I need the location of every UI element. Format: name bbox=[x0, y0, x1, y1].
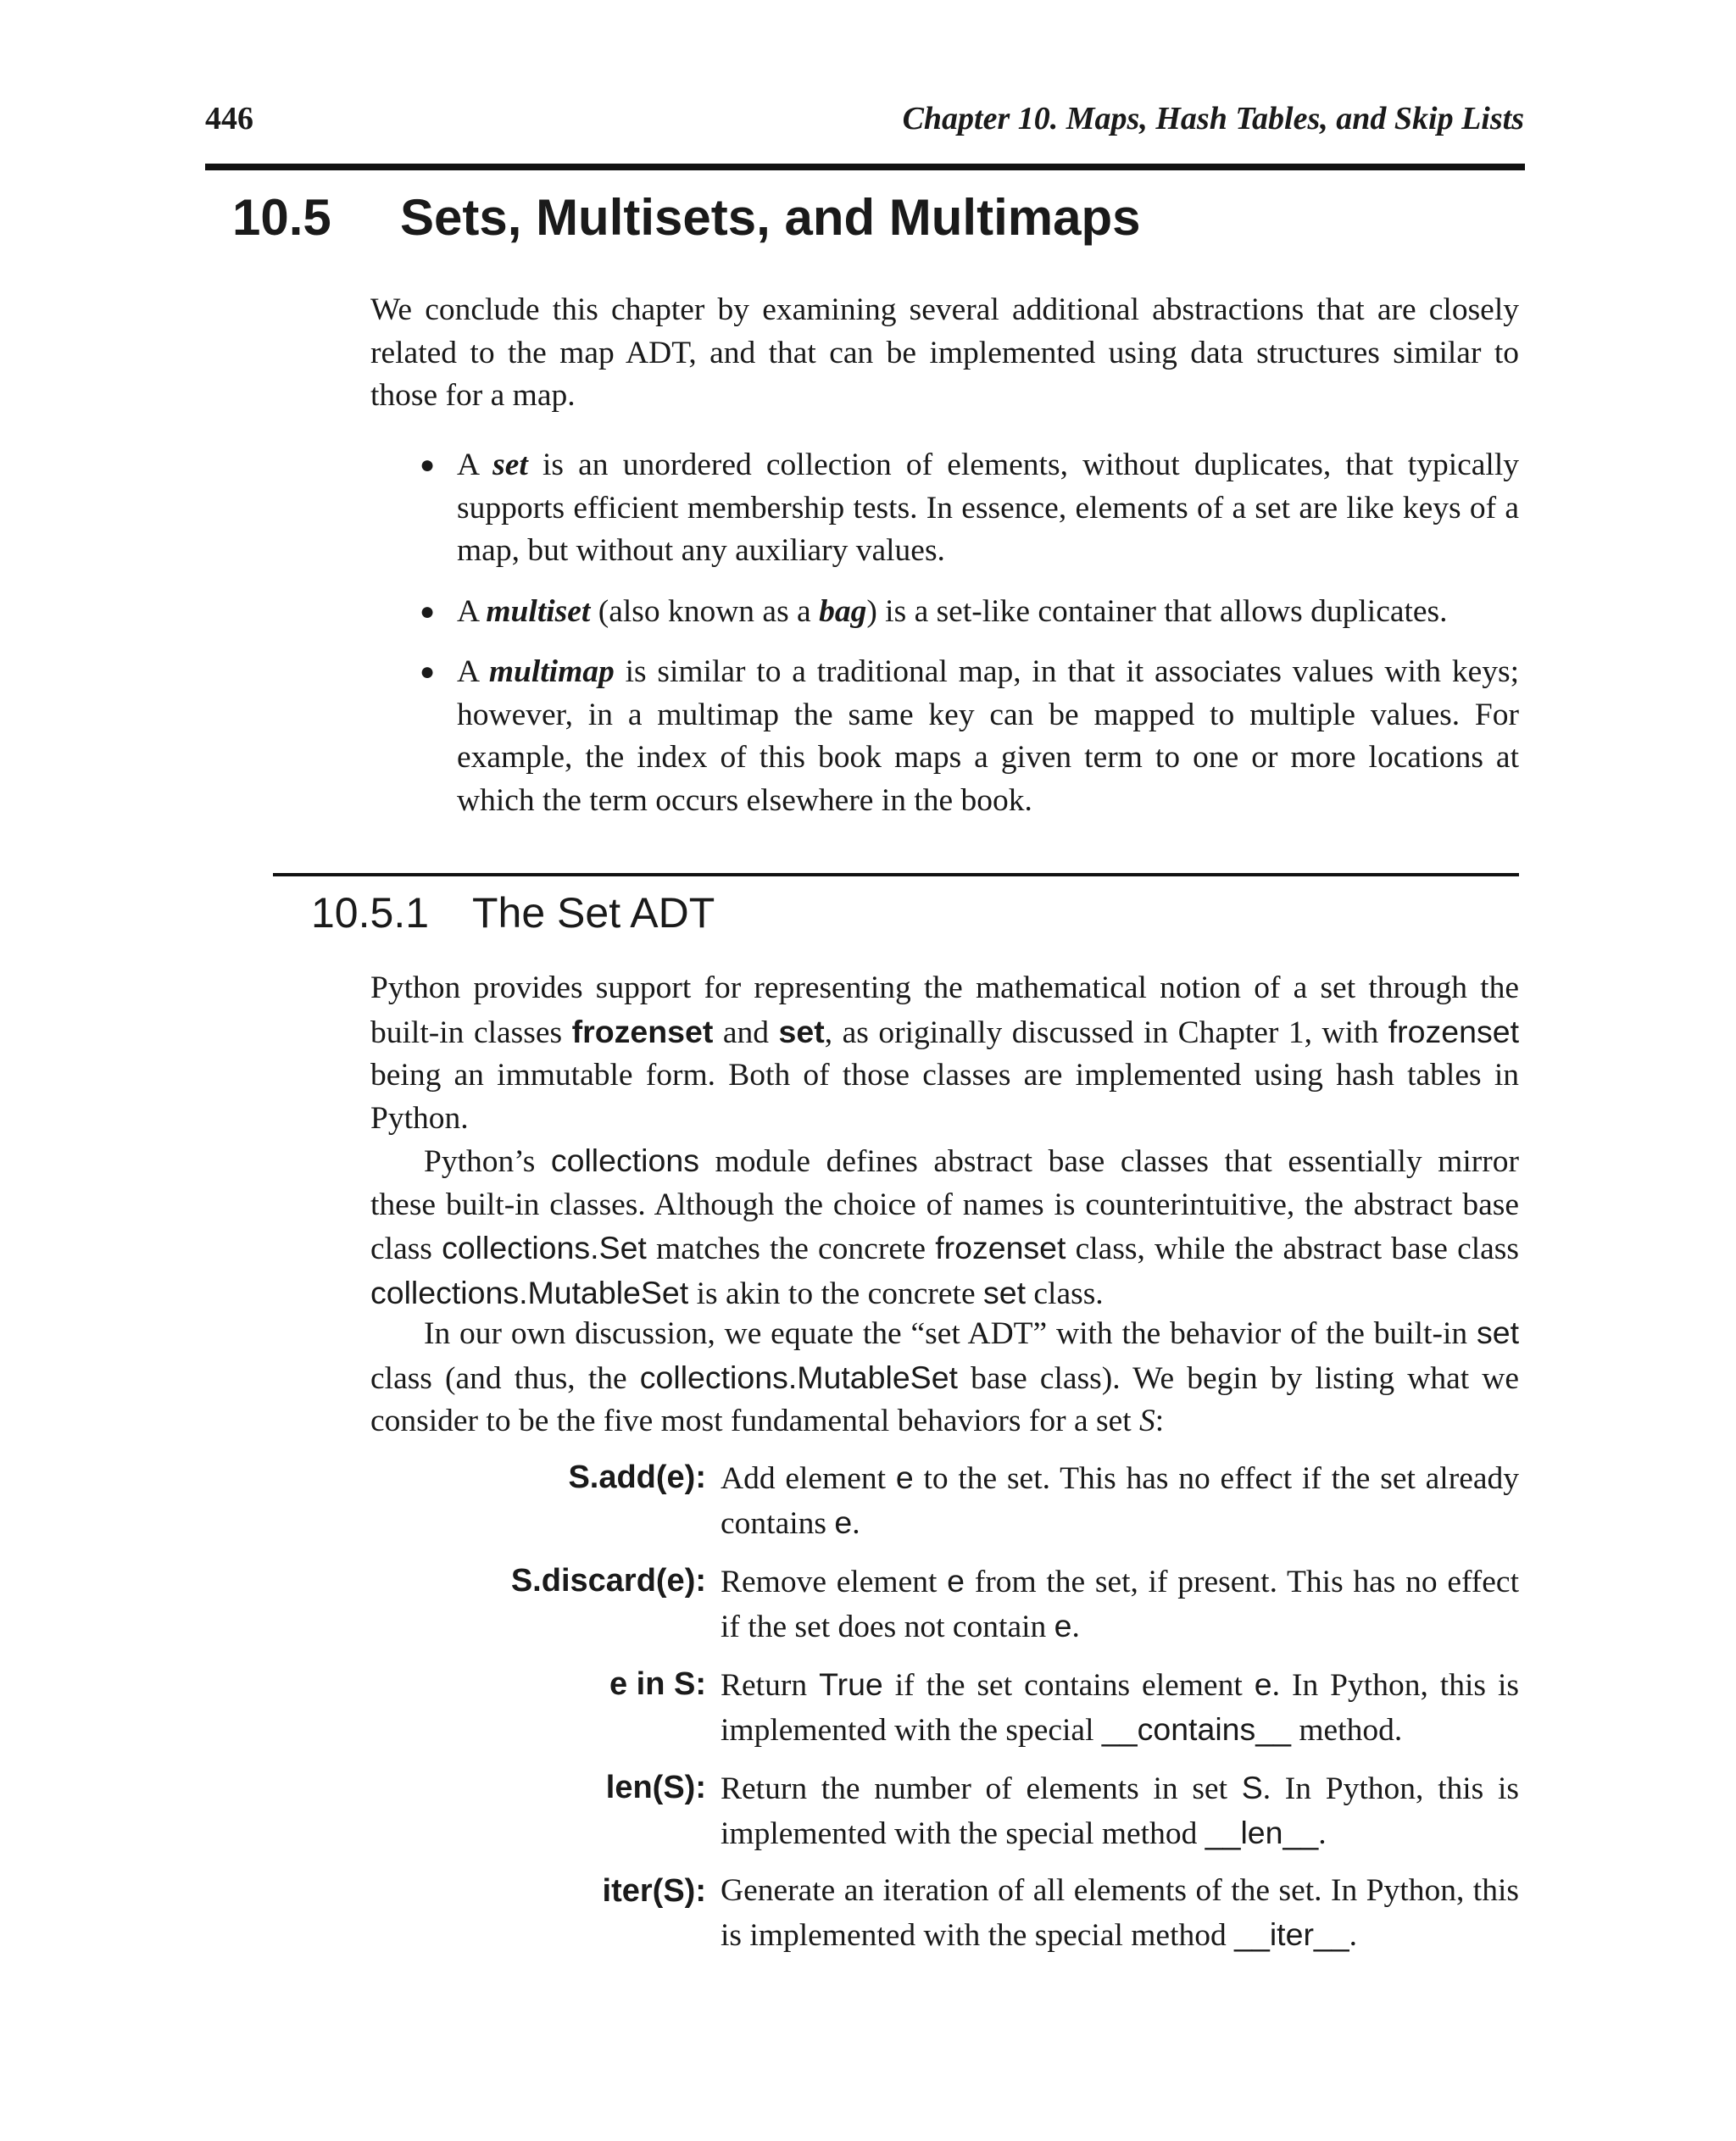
method-term: e in S: bbox=[609, 1666, 706, 1702]
method-term: S.discard(e): bbox=[510, 1563, 706, 1599]
running-head bbox=[205, 100, 1524, 144]
section-heading bbox=[232, 188, 1141, 247]
bullet-icon: ● bbox=[420, 451, 436, 479]
bullet-icon: ● bbox=[420, 658, 436, 686]
page-number: 446 bbox=[205, 101, 253, 136]
method-description: Remove element e from the set, if present. This has no effect if the set does not contain e. bbox=[721, 1563, 1519, 1644]
definition-iter bbox=[370, 1870, 1519, 1957]
set-method-definitions bbox=[370, 1456, 1519, 1971]
method-term: len(S): bbox=[605, 1770, 706, 1805]
intro-paragraph: We conclude this chapter by examining several additional abstractions that are closely related to the map ADT, and that can be implemented using data structures similar to those for a map. bbox=[370, 292, 1519, 413]
term-multiset: multiset bbox=[486, 593, 591, 629]
list-item: ● A set is an unordered collection of elements, without duplicates, that typically supports efficient membership tests. In essence, elements of a set are like keys of a map, but without any auxiliary values. bbox=[420, 444, 1519, 573]
method-description: Return True if the set contains element e. In Python, this is implemented with the special __contains__ method. bbox=[721, 1666, 1519, 1748]
definition-contains bbox=[370, 1663, 1519, 1752]
list-item: ● A multiset (also known as a bag) is a set-like container that allows duplicates. bbox=[420, 591, 1519, 634]
definition-discard bbox=[370, 1560, 1519, 1649]
subsection-rule bbox=[273, 873, 1519, 876]
chapter-title: Chapter 10. Maps, Hash Tables, and Skip Lists bbox=[902, 101, 1524, 136]
definition-len bbox=[370, 1766, 1519, 1855]
term-bag: bag bbox=[819, 593, 867, 629]
method-term: iter(S): bbox=[602, 1873, 706, 1909]
subsection-title: The Set ADT bbox=[472, 889, 715, 937]
term-multimap: multimap bbox=[488, 654, 615, 689]
method-description: Generate an iteration of all elements of the set. In Python, this is implemented with the special method __iter__. bbox=[721, 1873, 1519, 1953]
method-description: Add element e to the set. This has no effect if the set already contains e. bbox=[721, 1460, 1519, 1541]
bullet-icon: ● bbox=[420, 597, 436, 626]
term-set: set bbox=[492, 448, 528, 482]
section-number: 10.5 bbox=[232, 189, 331, 246]
subsection-number: 10.5.1 bbox=[311, 889, 430, 937]
paragraph-collections-module: Python’s collections module defines abstract base classes that essentially mirror these built-in classes. Although the choice of names is counterintuitive, the abstract base class collections.Set matches the concrete frozenset class, while the abstract base class collections.MutableSet is akin to the concrete set class. bbox=[370, 1143, 1519, 1311]
definition-add bbox=[370, 1456, 1519, 1545]
header-rule bbox=[205, 164, 1525, 170]
section-title: Sets, Multisets, and Multimaps bbox=[400, 189, 1141, 246]
adt-bullet-list bbox=[420, 444, 1519, 840]
method-description: Return the number of elements in set S. In Python, this is implemented with the special method __len__. bbox=[721, 1770, 1519, 1851]
list-item: ● A multimap is similar to a traditional map, in that it associates values with keys; however, in a multimap the same key can be mapped to multiple values. For example, the index of this book maps a given term to one or more locations at which the term occurs elsewhere in the book. bbox=[420, 651, 1519, 822]
method-term: S.add(e): bbox=[568, 1460, 706, 1495]
paragraph-builtin-sets: Python provides support for representing the mathematical notion of a set through the built-in classes frozenset and set, as originally discussed in Chapter 1, with frozenset being an immutable form. Both of those classes are implemented using hash tables in Python. bbox=[370, 970, 1520, 1136]
paragraph-set-adt: In our own discussion, we equate the “set ADT” with the behavior of the built-in set class (and thus, the collections.MutableSet base class). We begin by listing what we consider to be the five most fundamental behaviors for a set S: bbox=[370, 1315, 1519, 1438]
subsection-heading bbox=[311, 888, 715, 937]
